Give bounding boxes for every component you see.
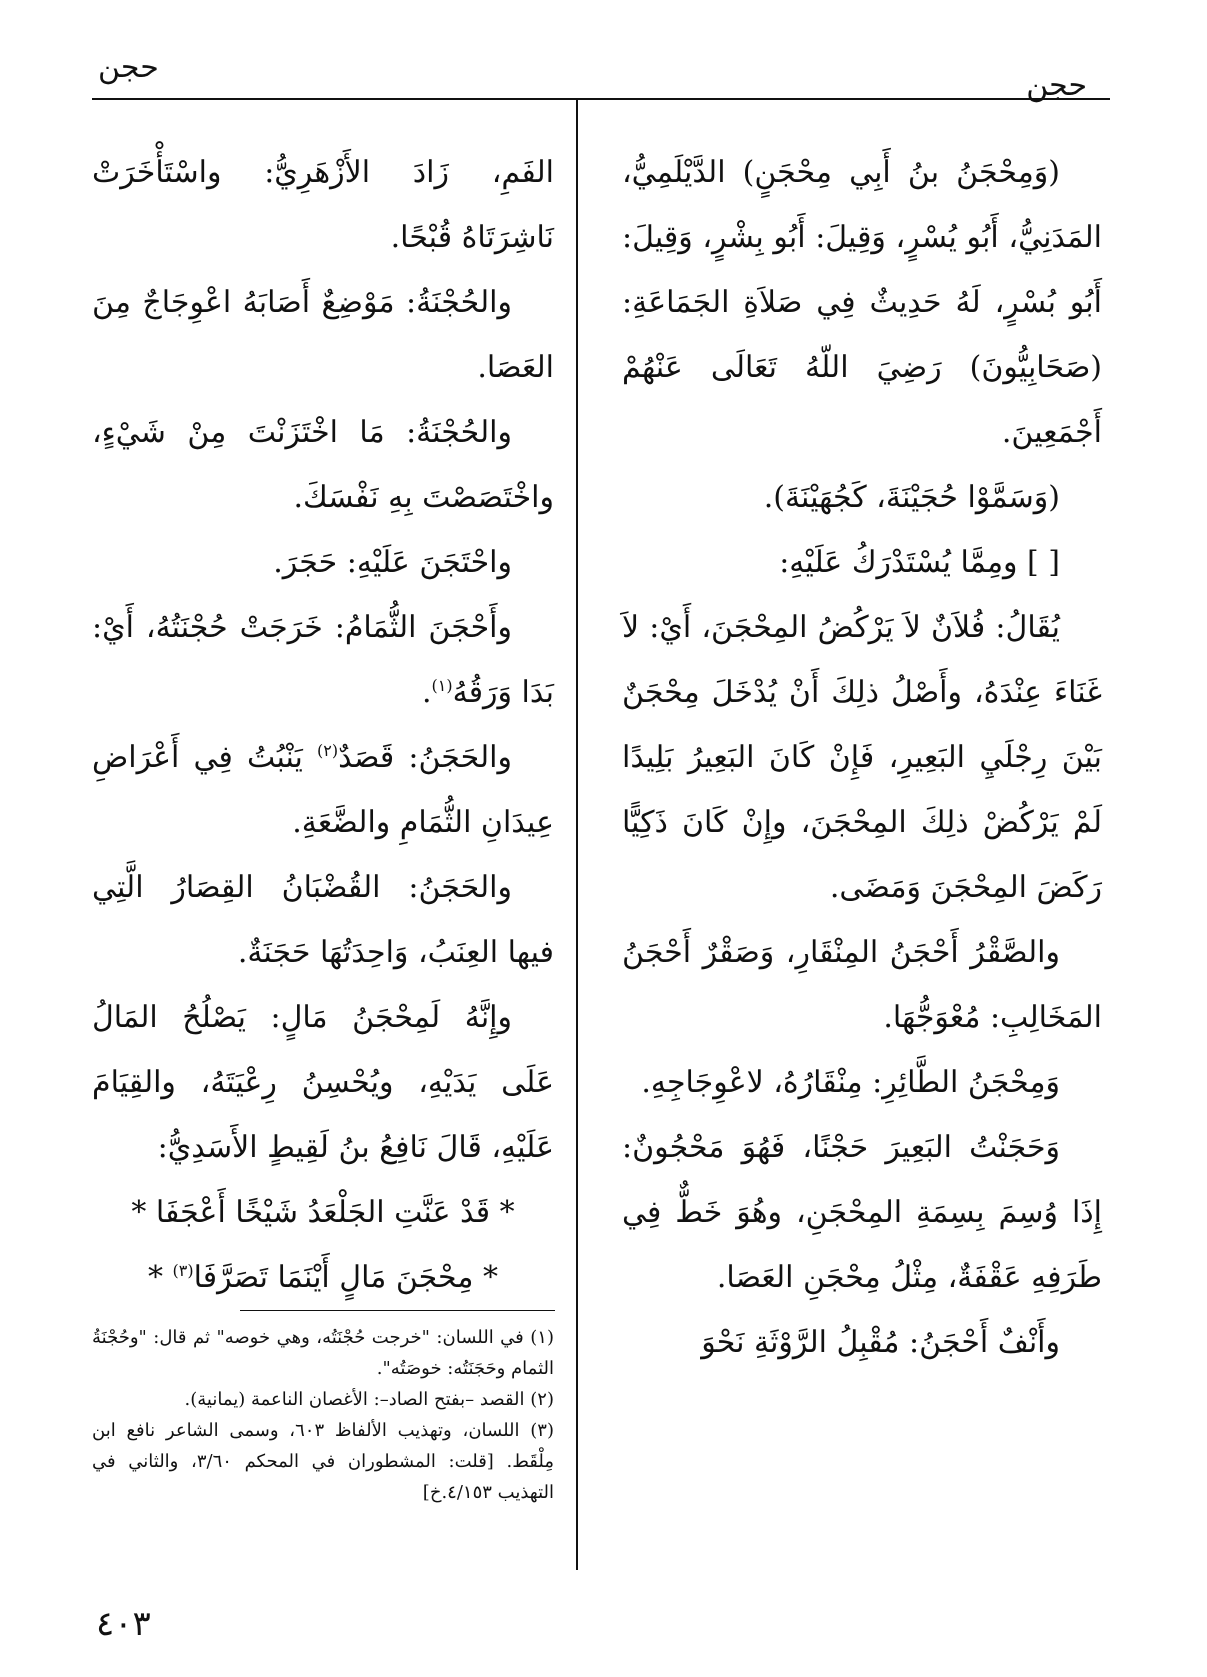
paragraph: [ ] ومِمَّا يُسْتَدْرَكُ عَلَيْهِ: [779, 545, 1060, 580]
paragraph-text: يَنْبُتُ فِي أَعْرَاضِ عِيدَانِ الثُّمَامِ والضَّعَةِ. [92, 740, 554, 840]
footnote: (٣) اللسان، وتهذيب الألفاظ ٦٠٣، وسمى الشاعر نافع ابن مِلْقَط. [قلت: المشطوران في المحكم ٣/٦٠، والثاني في التهذيب ٤/١٥٣.خ] [92, 1420, 554, 1503]
footnote-marker: (١) [431, 676, 453, 695]
footnote-marker: (٣) [172, 1261, 194, 1280]
paragraph: الفَمِ، زَادَ الأَزْهَرِيُّ: واسْتَأْخَرَتْ نَاشِرَتَاهُ قُبْحًا. [92, 155, 554, 255]
paragraph: وَمِحْجَنُ الطَّائِرِ: مِنْقَارُهُ، لاعْوِجَاجِهِ. [641, 1065, 1060, 1100]
paragraph: وأَنْفٌ أَحْجَنُ: مُقْبِلُ الرَّوْثَةِ نَحْوَ [701, 1325, 1060, 1360]
header-rule [92, 98, 1110, 100]
paragraph: والحُجْنَةُ: مَا اخْتَزَنْتَ مِنْ شَيْءٍ، واخْتَصَصْتَ بِهِ نَفْسَكَ. [92, 415, 554, 515]
column-divider [576, 100, 578, 1570]
page-number: ٤٠٣ [96, 1604, 151, 1644]
right-column [622, 140, 1102, 1375]
paragraph: والصَّقْرُ أَحْجَنُ المِنْقَارِ، وَصَقْرٌ أَحْجَنُ المَخَالِبِ: مُعْوَجُّهَا. [622, 935, 1102, 1035]
footnote-rule [240, 1310, 555, 1311]
header-entry-left: حجن [98, 50, 159, 85]
paragraph [92, 725, 554, 855]
footnotes [92, 1322, 554, 1508]
paragraph-text: وأَحْجَنَ الثُّمَامُ: خَرَجَتْ حُجْنَتُهُ، أَيْ: بَدَا وَرَقُهُ [92, 610, 554, 710]
paragraph: يُقَالُ: فُلاَنٌ لاَ يَرْكُضُ المِحْجَنَ، أَيْ: لاَ غَنَاءَ عِنْدَهُ، وأَصْلُ ذلِكَ أَنْ يُدْخَلَ مِحْجَنٌ بَيْنَ رِجْلَيِ البَعِيرِ، فَإِنْ كَانَ البَعِيرُ بَلِيدًا لَمْ يَرْكُضْ ذلِكَ المِحْجَنَ، وإِنْ كَانَ ذَكِيًّا رَكَضَ المِحْجَنَ وَمَضَى. [622, 610, 1102, 905]
footnote: (١) في اللسان: "خرجت حُجْنَتُه، وهي خوصه" ثم قال: "وحُجْنَةُ الثمام وحَجَنَتُه: خوصَتُه". [92, 1327, 554, 1379]
verse-line: * قَدْ عَنَّتِ الجَلْعَدُ شَيْخًا أَعْجَفَا * [131, 1195, 515, 1230]
paragraph: والحُجْنَةُ: مَوْضِعٌ أَصَابَهُ اعْوِجَاجٌ مِنَ العَصَا. [92, 285, 554, 385]
footnote-marker: (٢) [317, 741, 339, 760]
left-column [92, 140, 554, 1310]
header-entry-right: حجن [1026, 68, 1087, 103]
footnote: (٢) القصد –بفتح الصاد–: الأغصان الناعمة (يمانية). [184, 1389, 554, 1410]
paragraph: واحْتَجَنَ عَلَيْهِ: حَجَرَ. [273, 545, 512, 580]
paragraph: (وَمِحْجَنُ بنُ أَبِي مِحْجَنٍ) الدَّيْلَمِيُّ، المَدَنِيُّ، أَبُو يُسْرٍ، وَقِيلَ: أَبُو بِشْرٍ، وَقِيلَ: أَبُو بُسْرٍ، لَهُ حَدِيثٌ فِي صَلاَةِ الجَمَاعَةِ: (صَحَابِيُّونَ) رَضِيَ اللّهُ تَعَالَى عَنْهُمْ أَجْمَعِينَ. [622, 155, 1102, 450]
verse-text: * مِحْجَنَ مَالٍ أَيْنَمَا تَصَرَّفَا [193, 1260, 499, 1295]
verse-line [92, 1245, 554, 1310]
paragraph: والحَجَنُ: القُضْبَانُ القِصَارُ الَّتِي فيها العِنَبُ، وَاحِدَتُهَا حَجَنَةٌ. [92, 870, 554, 970]
paragraph: وإِنَّهُ لَمِحْجَنُ مَالٍ: يَصْلُحُ المَالُ عَلَى يَدَيْهِ، ويُحْسِنُ رِعْيَتَهُ، والقِيَامَ عَلَيْهِ، قَالَ نَافِعُ بنُ لَقِيطٍ الأَسَدِيُّ: [92, 1000, 554, 1165]
paragraph-text: والحَجَنُ: قَصَدٌ [338, 740, 512, 775]
paragraph: (وَسَمَّوْا حُجَيْنَةَ، كَجُهَيْنَةَ). [763, 480, 1060, 515]
paragraph: وأَحْجَنَ الثُّمَامُ: خَرَجَتْ حُجْنَتُهُ، أَيْ: بَدَا وَرَقُهُ$^{(١)}$. [92, 610, 554, 710]
verse-star: * [147, 1260, 163, 1295]
paragraph: وَحَجَنْتُ البَعِيرَ حَجْنًا، فَهُوَ مَحْجُونٌ: إِذَا وُسِمَ بِسِمَةِ المِحْجَنِ، وهُوَ خَطٌّ فِي طَرَفِهِ عَقْفَةٌ، مِثْلُ مِحْجَنِ العَصَا. [622, 1130, 1102, 1295]
